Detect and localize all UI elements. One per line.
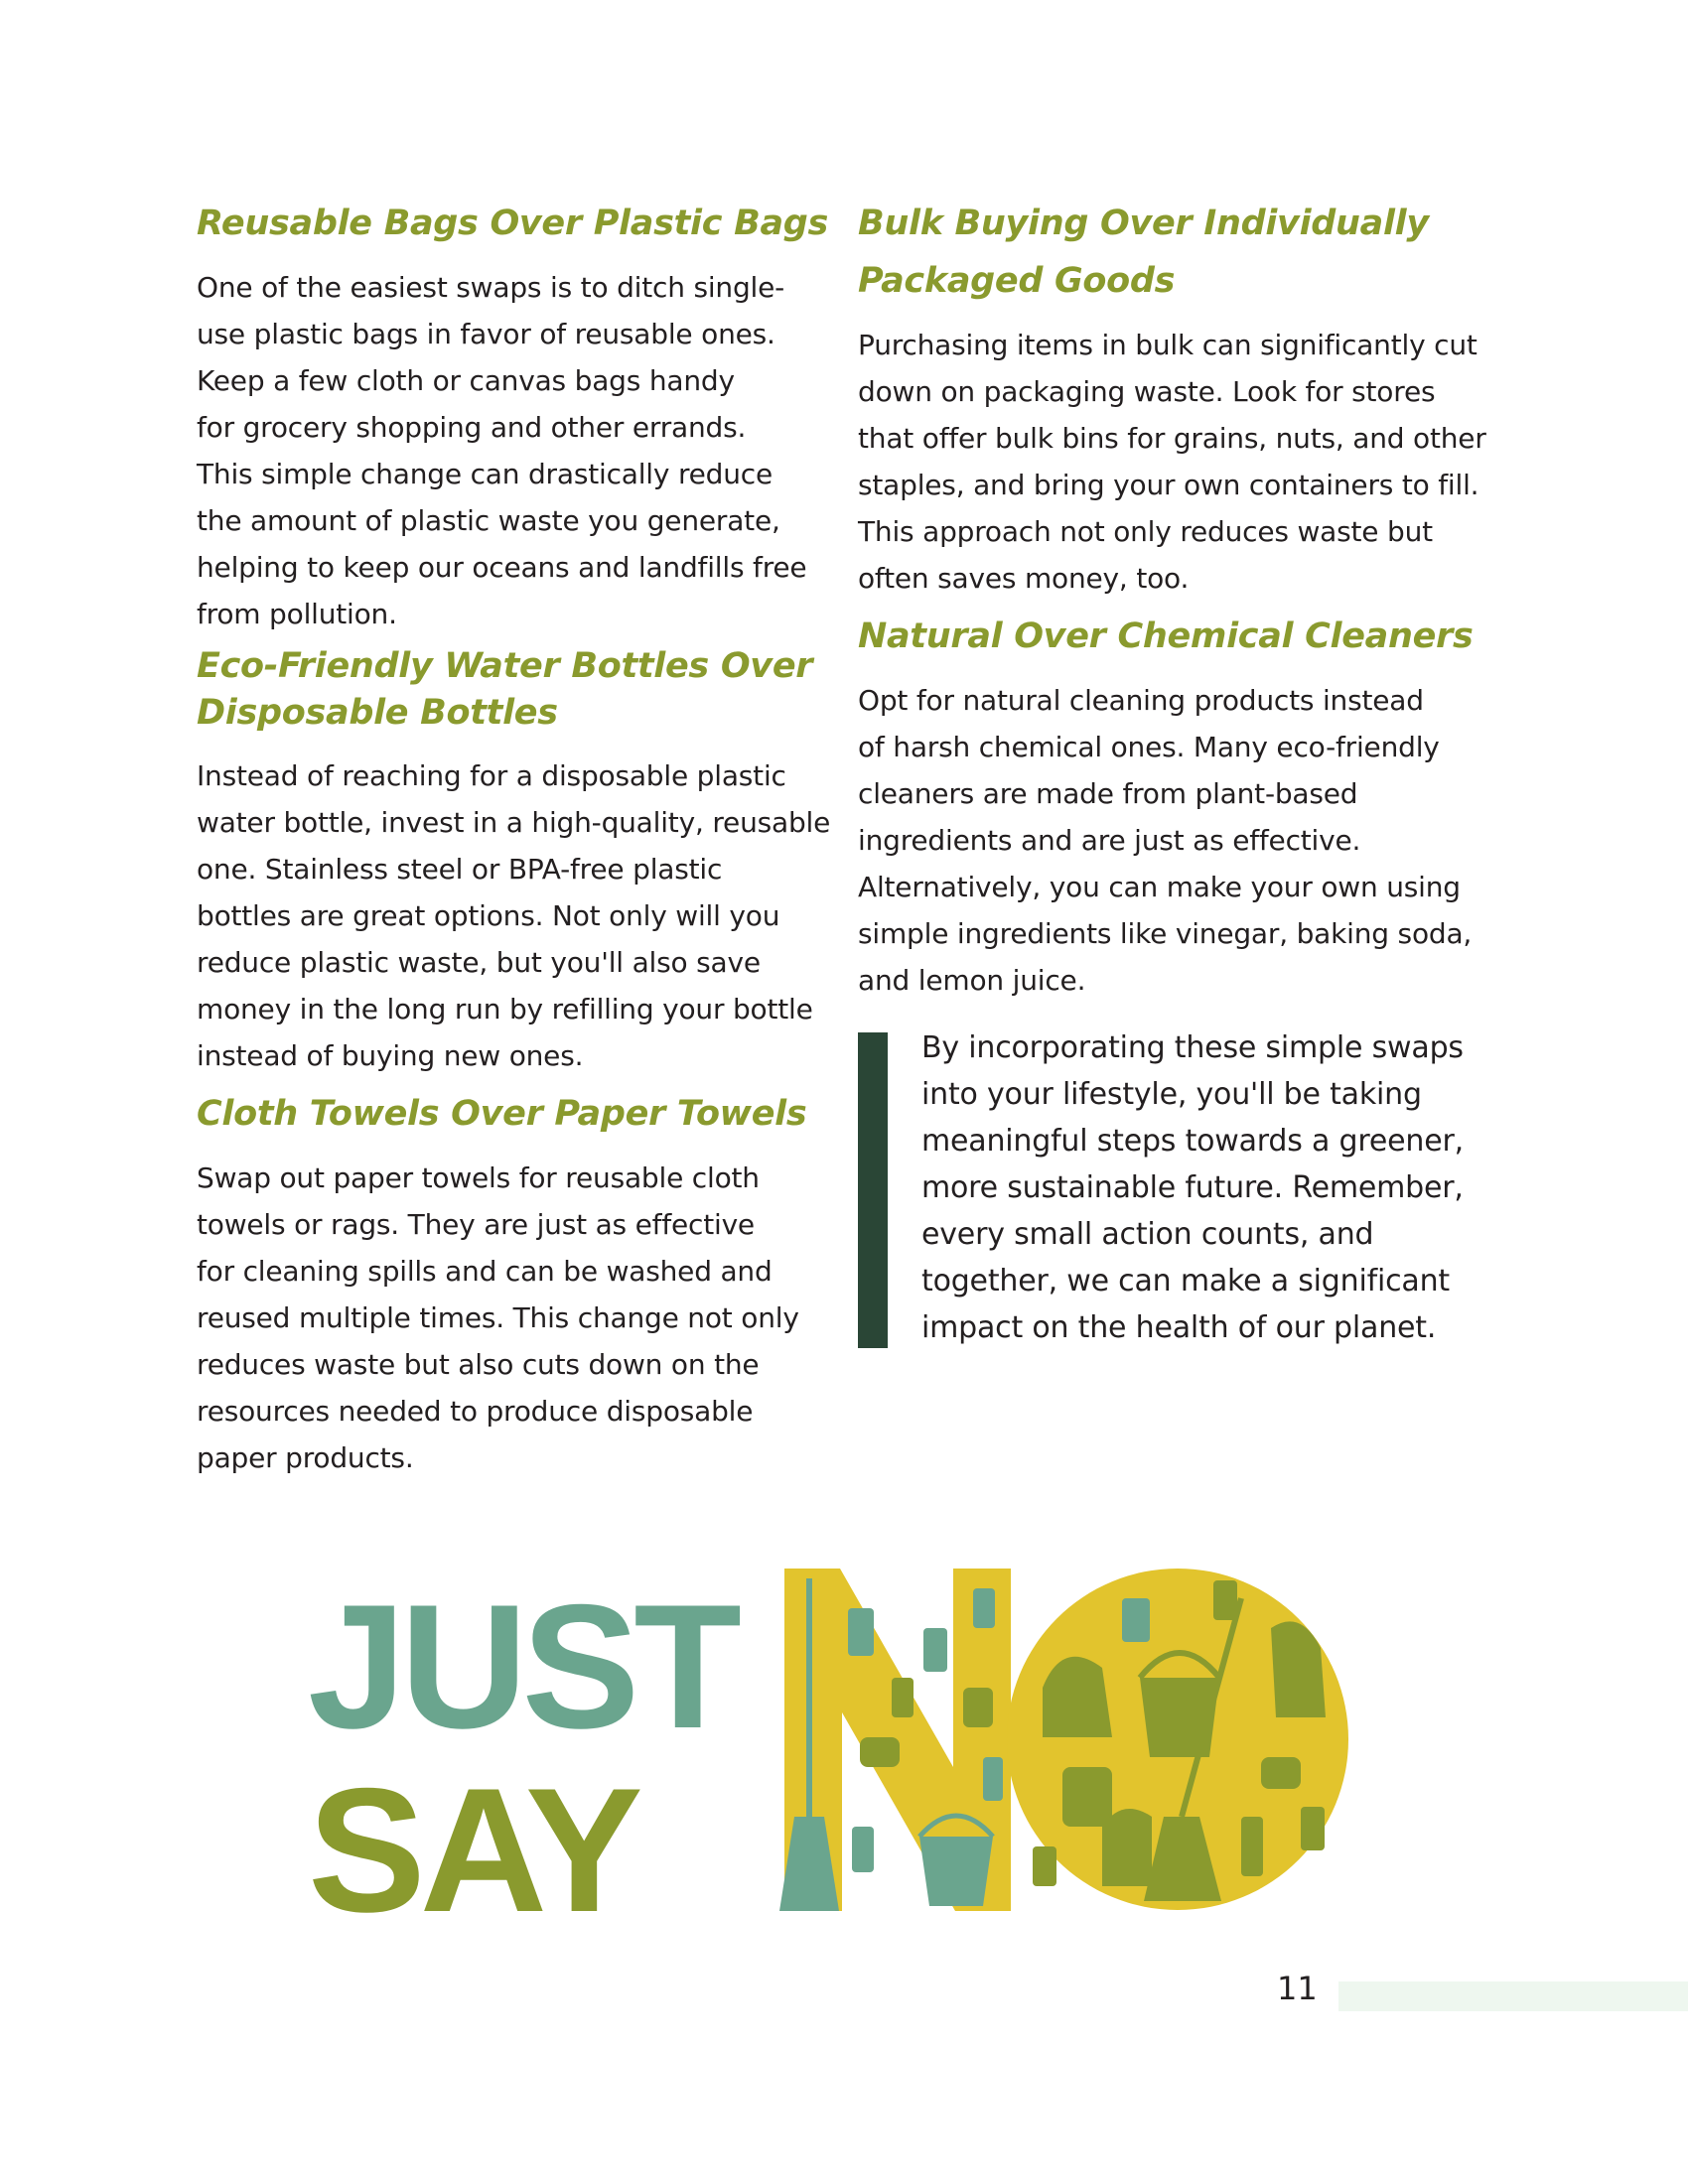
- section-body: Purchasing items in bulk can significantly cut down on packaging waste. Look for stores that offer bulk bins for grains, nuts, and other staples, and bring your own containers to fill. This approach not only reduces waste but often saves money, too.: [858, 329, 1486, 595]
- section-body: One of the easiest swaps is to ditch single- use plastic bags in favor of reusable ones. Keep a few cloth or canvas bags handy for grocery shopping and other errands. This simple change can drastically reduce the amount of plastic waste you generate, helping to keep our oceans and landfills free from pollution.: [197, 271, 807, 630]
- section-natural-cleaners: [858, 608, 1493, 1004]
- bag-icon: [1271, 1621, 1326, 1717]
- section-body: Instead of reaching for a disposable plastic water bottle, invest in a high-quality, reusable one. Stainless steel or BPA-free plastic bottles are great options. Not only will you reduce plastic waste, but you'll also save money in the long run by refilling your bottle instead of buying new ones.: [197, 759, 831, 1072]
- section-water-bottles: [197, 643, 832, 1079]
- bottle-icon: [1213, 1580, 1237, 1620]
- graphic-say-text: SAY: [308, 1751, 637, 1926]
- sponge-icon: [1261, 1757, 1301, 1789]
- bucket-icon: [919, 1837, 993, 1906]
- section-heading: Natural Over Chemical Cleaners: [858, 616, 1474, 656]
- bottle-icon: [848, 1608, 874, 1656]
- sponge-icon: [860, 1737, 900, 1767]
- bag-icon: [1102, 1809, 1152, 1886]
- section-bulk-buying: [858, 195, 1493, 602]
- bottle-icon: [1033, 1846, 1056, 1886]
- section-body: Opt for natural cleaning products instead of harsh chemical ones. Many eco-friendly cleaners are made from plant-based ingredients and are just as effective. Alternatively, you can make your own using simple ingredients like vinegar, baking soda, and lemon juice.: [858, 684, 1473, 997]
- section-heading: Bulk Buying Over Individually Packaged Goods: [858, 204, 1429, 301]
- page-footer-strip: [1338, 1981, 1688, 2011]
- graphic-just-text: JUST: [308, 1569, 736, 1765]
- bottle-icon: [1241, 1817, 1263, 1876]
- jug-icon: [1062, 1767, 1112, 1827]
- right-column: [858, 195, 1493, 1010]
- section-body: Swap out paper towels for reusable cloth towels or rags. They are just as effective for cleaning spills and can be washed and reused multiple times. This change not only reduces waste but also cuts down on the resources needed to produce disposable paper products.: [197, 1161, 799, 1474]
- left-column: [197, 195, 832, 1487]
- bottle-icon: [983, 1757, 1003, 1801]
- bottle-icon: [923, 1628, 947, 1672]
- bottle-icon: [1301, 1807, 1325, 1850]
- callout-text: By incorporating these simple swaps into your lifestyle, you'll be taking meaningful steps towards a greener, more sustainable future. Remember, every small action counts, and together, we can make a significant impact on the health of our planet.: [921, 1030, 1464, 1345]
- callout-accent-bar: [858, 1032, 888, 1348]
- section-heading: Cloth Towels Over Paper Towels: [197, 1094, 807, 1134]
- page-number: 11: [1277, 1970, 1318, 2007]
- bottle-icon: [973, 1588, 995, 1628]
- bag-icon: [1043, 1657, 1112, 1737]
- section-heading: Reusable Bags Over Plastic Bags: [197, 204, 829, 243]
- bottle-icon: [852, 1827, 874, 1872]
- section-cloth-towels: [197, 1085, 832, 1481]
- section-reusable-bags: [197, 195, 832, 637]
- callout-quote: [858, 1032, 1493, 1350]
- section-heading: Eco-Friendly Water Bottles Over Disposable Bottles: [197, 646, 813, 733]
- jug-icon: [963, 1688, 993, 1727]
- just-say-no-graphic: [308, 1569, 1360, 1926]
- bottle-icon: [892, 1678, 914, 1717]
- bottle-icon: [1122, 1598, 1150, 1642]
